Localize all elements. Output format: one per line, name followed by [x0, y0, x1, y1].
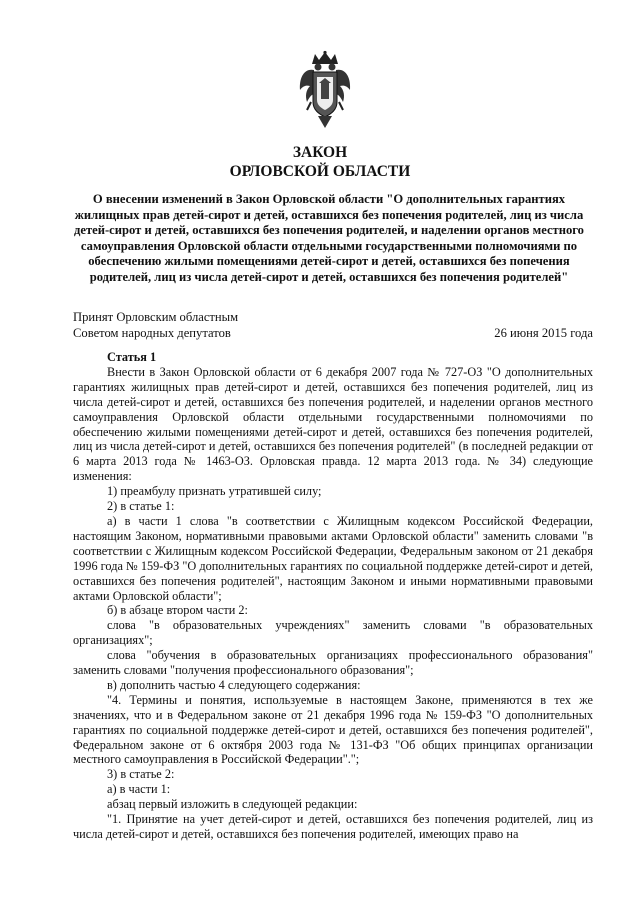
paragraph: 1) преамбулу признать утратившей силу; [107, 484, 322, 499]
article-heading: Статья 1 [107, 350, 157, 364]
paragraph: слова "обучения в образовательных организациях профессионального образования" заменить словами "получения профессионального образования"; [73, 648, 593, 678]
document-body [73, 350, 593, 842]
document-type-title: ЗАКОН [292, 144, 348, 161]
paragraph: "4. Термины и понятия, используемые в настоящем Законе, применяются в тех же значениях, что и в Федеральном законе от 21 декабря 1996 года № 159-ФЗ "О дополнительных гарантиях по социальной поддержке детей-сирот и детей, оставшихся без попечения родителей", Федеральном законе от 6 октября 2003 года № 131-ФЗ "Об общих принципах организации местного самоуправления в Российской Федерации"."; [73, 692, 593, 767]
paragraph: 3) в статье 2: [107, 767, 175, 782]
paragraph: Внести в Закон Орловской области от 6 декабря 2007 года № 727-ОЗ "О дополнительных гарантиях жилищных прав детей-сирот и детей, оставшихся без попечения родителей, лиц из числа детей-сирот и детей, оставшихся без попечения родителей, и наделении органов местного самоуправления Орловской области отдельными государственными полномочиями по обеспечению жилыми помещениями детей-сирот и детей, оставшихся без попечения родителей, лиц из числа детей-сирот и детей, оставшихся без попечения родителей" (в последней редакции от 6 марта 2013 года № 1463-ОЗ. Орловская правда. 12 марта 2013 года. № 34) следующие изменения: [73, 364, 593, 484]
adoption-block [73, 310, 593, 341]
adopted-by-line2: Советом народных депутатов [73, 325, 231, 340]
law-subtitle: О внесении изменений в Закон Орловской области "О дополнительных гарантиях жилищных прав детей-сирот и детей, оставшихся без попечения родителей, лиц из числа детей-сирот и детей, оставшихся без попечения родителей, и наделении органов местного самоуправления Орловской области отдельными государственными полномочиями по обеспечению жилыми помещениями детей-сирот и детей, оставшихся без попечения родителей, лиц из числа детей-сирот и детей, оставшихся без попечения родителей" [74, 192, 584, 284]
adoption-date: 26 июня 2015 года [494, 325, 593, 340]
region-title: ОРЛОВСКОЙ ОБЛАСТИ [229, 163, 411, 180]
coat-of-arms-icon [298, 50, 352, 130]
paragraph: в) дополнить частью 4 следующего содержания: [107, 677, 361, 692]
paragraph: "1. Принятие на учет детей-сирот и детей, оставшихся без попечения родителей, лиц из числа детей-сирот и детей, оставшихся без попечения родителей, имеющих право на [73, 812, 593, 841]
paragraph: абзац первый изложить в следующей редакции: [107, 797, 358, 812]
paragraph: б) в абзаце втором части 2: [107, 603, 248, 618]
paragraph: 2) в статье 1: [107, 499, 175, 514]
paragraph: слова "в образовательных учреждениях" заменить словами "в образовательных организациях"; [73, 618, 593, 648]
paragraph: а) в части 1 слова "в соответствии с Жилищным кодексом Российской Федерации, настоящим Законом, нормативными правовыми актами Орловской области" заменить словами "в соответствии с Жилищным кодексом Российской Федерации, Федеральным законом от 21 декабря 1996 года № 159-ФЗ "О дополнительных гарантиях по социальной поддержке детей-сирот и детей, оставшихся без попечения родителей", настоящим Законом и иными нормативными правовыми актами Орловской области"; [73, 513, 593, 603]
adopted-by-line1: Принят Орловским областным [73, 310, 239, 324]
paragraph: а) в части 1: [107, 782, 171, 797]
